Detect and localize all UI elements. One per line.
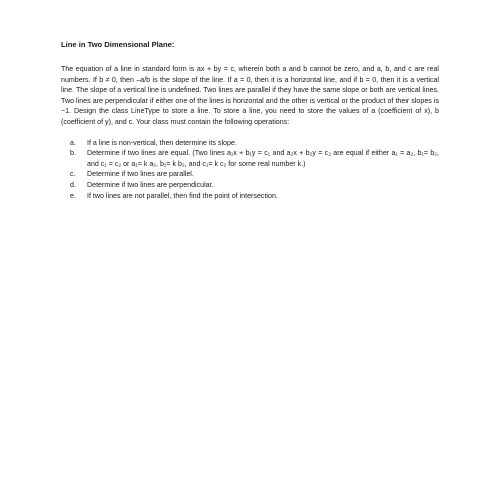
problem-description: The equation of a line in standard form is ax + by = c, wherein both a and b cannot be zero, and a, b, and c are real numbers. If b ≠ 0, then –a/b is the slope of the line. If a = 0, then it is a horizontal line, and if b = 0, then it is a vertical line. The slope of a vertical line is undefined. Two lines are parallel if they have the same slope or both are vertical lines. Two lines are perpendicular if either one of the lines is horizontal and the other is vertical or the product of their slopes is −1. Design the class LineType to store a line. To store a line, you need to store the values of a (coefficient of x), b (coefficient of y), and c. Your class must contain the following operations: <box>61 65 439 126</box>
list-marker: e. <box>70 191 76 200</box>
list-marker: b. <box>70 149 76 158</box>
list-item-text: If two lines are not parallel, then find the point of intersection. <box>87 191 278 200</box>
list-marker: d. <box>70 180 76 189</box>
list-item <box>61 180 439 191</box>
list-item <box>61 148 439 169</box>
list-item <box>61 138 439 149</box>
operations-list <box>61 138 439 202</box>
list-item <box>61 169 439 180</box>
list-item <box>61 191 439 202</box>
document-title: Line in Two Dimensional Plane: <box>61 40 175 49</box>
list-item-text: Determine if two lines are equal. (Two lines a₁x + b₁y = c₁ and a₂x + b₂y = c₂ are equal if either a₁ = a₂, b₁= b₂, and c₁ = c₂ or a₁= k a₂, b₁= k b₂, and c₁= k c₂ for some real number k.) <box>87 149 439 168</box>
list-marker: a. <box>70 138 76 147</box>
list-item-text: Determine if two lines are parallel. <box>87 170 194 179</box>
document-content <box>61 40 439 201</box>
list-marker: c. <box>70 170 76 179</box>
list-item-text: If a line is non-vertical, then determine its slope. <box>87 138 237 147</box>
list-item-text: Determine if two lines are perpendicular. <box>87 180 214 189</box>
